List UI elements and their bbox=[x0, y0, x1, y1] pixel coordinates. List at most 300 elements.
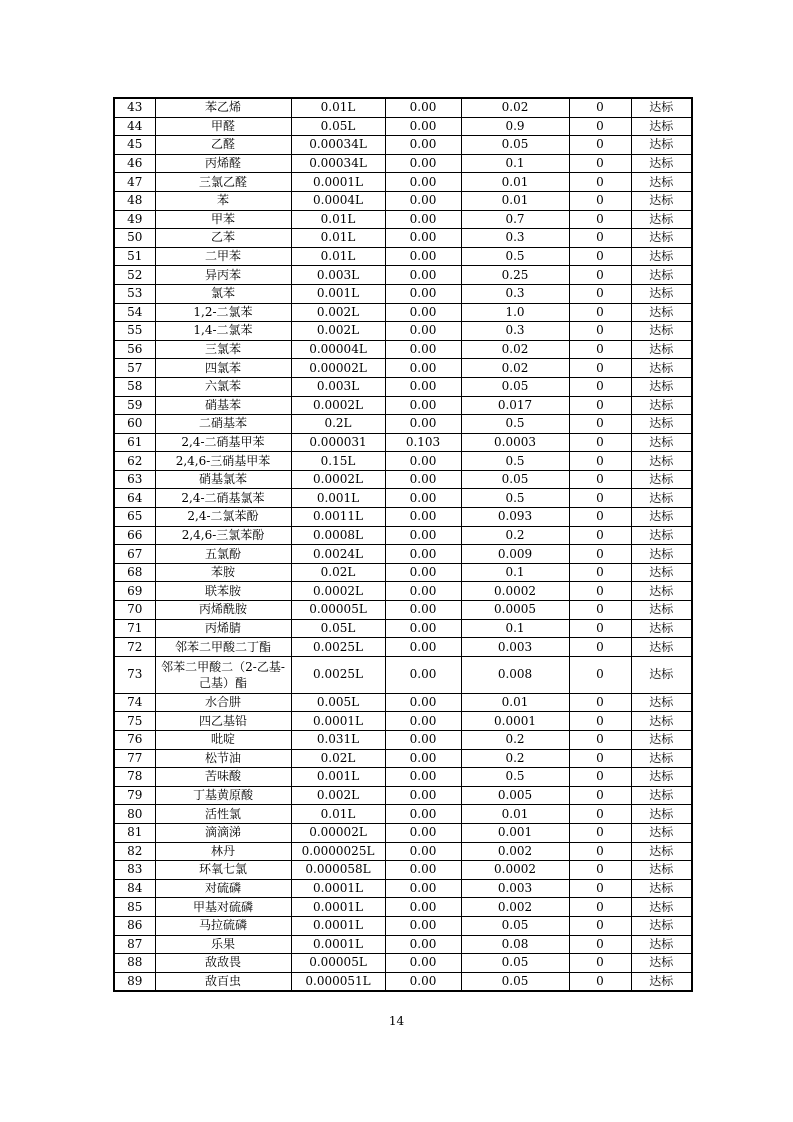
exceedance-count-cell: 0 bbox=[569, 954, 631, 973]
table-row bbox=[114, 786, 692, 805]
table-row bbox=[114, 415, 692, 434]
substance-name-cell: 林丹 bbox=[155, 842, 291, 861]
compliance-result-cell: 达标 bbox=[631, 619, 692, 638]
table-row bbox=[114, 656, 692, 693]
standard-index-cell: 0.00 bbox=[385, 266, 461, 285]
standard-limit-cell: 0.1 bbox=[461, 619, 569, 638]
compliance-result-cell: 达标 bbox=[631, 229, 692, 248]
compliance-result-cell: 达标 bbox=[631, 898, 692, 917]
substance-name-cell: 2,4-二氯苯酚 bbox=[155, 508, 291, 527]
exceedance-count-cell: 0 bbox=[569, 340, 631, 359]
measured-value-cell: 0.0008L bbox=[291, 526, 385, 545]
standard-index-cell: 0.00 bbox=[385, 322, 461, 341]
item-number-cell: 73 bbox=[114, 656, 155, 693]
measured-value-cell: 0.002L bbox=[291, 786, 385, 805]
table-row bbox=[114, 954, 692, 973]
standard-limit-cell: 0.9 bbox=[461, 117, 569, 136]
measured-value-cell: 0.0011L bbox=[291, 508, 385, 527]
measured-value-cell: 0.01L bbox=[291, 247, 385, 266]
standard-limit-cell: 0.2 bbox=[461, 731, 569, 750]
substance-name-cell: 三氯苯 bbox=[155, 340, 291, 359]
exceedance-count-cell: 0 bbox=[569, 359, 631, 378]
standard-index-cell: 0.00 bbox=[385, 805, 461, 824]
standard-index-cell: 0.00 bbox=[385, 768, 461, 787]
item-number-cell: 47 bbox=[114, 173, 155, 192]
standard-index-cell: 0.00 bbox=[385, 117, 461, 136]
exceedance-count-cell: 0 bbox=[569, 582, 631, 601]
standard-limit-cell: 0.01 bbox=[461, 805, 569, 824]
measured-value-cell: 0.01L bbox=[291, 210, 385, 229]
standard-limit-cell: 0.001 bbox=[461, 823, 569, 842]
standard-limit-cell: 0.003 bbox=[461, 638, 569, 657]
item-number-cell: 74 bbox=[114, 693, 155, 712]
compliance-result-cell: 达标 bbox=[631, 377, 692, 396]
standard-index-cell: 0.00 bbox=[385, 545, 461, 564]
standard-limit-cell: 0.0002 bbox=[461, 582, 569, 601]
standard-index-cell: 0.00 bbox=[385, 563, 461, 582]
item-number-cell: 58 bbox=[114, 377, 155, 396]
standard-index-cell: 0.00 bbox=[385, 284, 461, 303]
exceedance-count-cell: 0 bbox=[569, 117, 631, 136]
exceedance-count-cell: 0 bbox=[569, 377, 631, 396]
standard-limit-cell: 0.5 bbox=[461, 489, 569, 508]
table-row bbox=[114, 935, 692, 954]
standard-index-cell: 0.00 bbox=[385, 154, 461, 173]
measured-value-cell: 0.05L bbox=[291, 117, 385, 136]
measured-value-cell: 0.00004L bbox=[291, 340, 385, 359]
table-row bbox=[114, 191, 692, 210]
compliance-result-cell: 达标 bbox=[631, 526, 692, 545]
table-row bbox=[114, 619, 692, 638]
exceedance-count-cell: 0 bbox=[569, 526, 631, 545]
compliance-result-cell: 达标 bbox=[631, 303, 692, 322]
measured-value-cell: 0.002L bbox=[291, 322, 385, 341]
table-row bbox=[114, 433, 692, 452]
measured-value-cell: 0.0001L bbox=[291, 173, 385, 192]
substance-name-cell: 环氧七氯 bbox=[155, 861, 291, 880]
item-number-cell: 87 bbox=[114, 935, 155, 954]
exceedance-count-cell: 0 bbox=[569, 98, 631, 117]
standard-limit-cell: 0.05 bbox=[461, 470, 569, 489]
compliance-result-cell: 达标 bbox=[631, 415, 692, 434]
item-number-cell: 51 bbox=[114, 247, 155, 266]
exceedance-count-cell: 0 bbox=[569, 545, 631, 564]
standard-limit-cell: 0.5 bbox=[461, 247, 569, 266]
substance-name-cell: 2,4,6-三硝基甲苯 bbox=[155, 452, 291, 471]
standard-index-cell: 0.00 bbox=[385, 191, 461, 210]
standard-index-cell: 0.00 bbox=[385, 619, 461, 638]
substance-name-cell: 甲苯 bbox=[155, 210, 291, 229]
measured-value-cell: 0.002L bbox=[291, 303, 385, 322]
table-row bbox=[114, 210, 692, 229]
compliance-result-cell: 达标 bbox=[631, 768, 692, 787]
standard-limit-cell: 0.05 bbox=[461, 377, 569, 396]
compliance-result-cell: 达标 bbox=[631, 879, 692, 898]
standard-index-cell: 0.00 bbox=[385, 136, 461, 155]
item-number-cell: 46 bbox=[114, 154, 155, 173]
substance-name-cell: 四乙基铅 bbox=[155, 712, 291, 731]
measured-value-cell: 0.0002L bbox=[291, 396, 385, 415]
standard-index-cell: 0.00 bbox=[385, 656, 461, 693]
exceedance-count-cell: 0 bbox=[569, 210, 631, 229]
table-row bbox=[114, 693, 692, 712]
item-number-cell: 75 bbox=[114, 712, 155, 731]
substance-name-cell: 氯苯 bbox=[155, 284, 291, 303]
standard-index-cell: 0.00 bbox=[385, 935, 461, 954]
item-number-cell: 84 bbox=[114, 879, 155, 898]
item-number-cell: 83 bbox=[114, 861, 155, 880]
item-number-cell: 60 bbox=[114, 415, 155, 434]
standard-index-cell: 0.00 bbox=[385, 508, 461, 527]
exceedance-count-cell: 0 bbox=[569, 470, 631, 489]
compliance-result-cell: 达标 bbox=[631, 693, 692, 712]
standard-index-cell: 0.00 bbox=[385, 823, 461, 842]
substance-name-cell: 2,4-二硝基氯苯 bbox=[155, 489, 291, 508]
table-row bbox=[114, 749, 692, 768]
standard-limit-cell: 0.3 bbox=[461, 229, 569, 248]
standard-index-cell: 0.00 bbox=[385, 749, 461, 768]
item-number-cell: 68 bbox=[114, 563, 155, 582]
exceedance-count-cell: 0 bbox=[569, 861, 631, 880]
measured-value-cell: 0.02L bbox=[291, 563, 385, 582]
compliance-result-cell: 达标 bbox=[631, 954, 692, 973]
compliance-result-cell: 达标 bbox=[631, 656, 692, 693]
item-number-cell: 80 bbox=[114, 805, 155, 824]
table-row bbox=[114, 768, 692, 787]
item-number-cell: 49 bbox=[114, 210, 155, 229]
compliance-result-cell: 达标 bbox=[631, 601, 692, 620]
table-row bbox=[114, 322, 692, 341]
measured-value-cell: 0.0001L bbox=[291, 879, 385, 898]
item-number-cell: 50 bbox=[114, 229, 155, 248]
compliance-result-cell: 达标 bbox=[631, 972, 692, 991]
item-number-cell: 45 bbox=[114, 136, 155, 155]
standard-index-cell: 0.00 bbox=[385, 173, 461, 192]
measured-value-cell: 0.2L bbox=[291, 415, 385, 434]
standard-index-cell: 0.00 bbox=[385, 861, 461, 880]
compliance-result-cell: 达标 bbox=[631, 266, 692, 285]
standard-index-cell: 0.00 bbox=[385, 601, 461, 620]
standard-index-cell: 0.00 bbox=[385, 916, 461, 935]
measured-value-cell: 0.00034L bbox=[291, 136, 385, 155]
item-number-cell: 77 bbox=[114, 749, 155, 768]
item-number-cell: 56 bbox=[114, 340, 155, 359]
substance-name-cell: 1,4-二氯苯 bbox=[155, 322, 291, 341]
item-number-cell: 71 bbox=[114, 619, 155, 638]
item-number-cell: 61 bbox=[114, 433, 155, 452]
exceedance-count-cell: 0 bbox=[569, 136, 631, 155]
item-number-cell: 79 bbox=[114, 786, 155, 805]
standard-limit-cell: 0.3 bbox=[461, 284, 569, 303]
exceedance-count-cell: 0 bbox=[569, 749, 631, 768]
table-row bbox=[114, 247, 692, 266]
standard-index-cell: 0.00 bbox=[385, 415, 461, 434]
table-row bbox=[114, 396, 692, 415]
standard-limit-cell: 0.3 bbox=[461, 322, 569, 341]
measured-value-cell: 0.0001L bbox=[291, 935, 385, 954]
table-row bbox=[114, 972, 692, 991]
table-row bbox=[114, 712, 692, 731]
exceedance-count-cell: 0 bbox=[569, 247, 631, 266]
measured-value-cell: 0.000031 bbox=[291, 433, 385, 452]
measured-value-cell: 0.00005L bbox=[291, 954, 385, 973]
table-row bbox=[114, 861, 692, 880]
standard-limit-cell: 1.0 bbox=[461, 303, 569, 322]
standard-index-cell: 0.00 bbox=[385, 210, 461, 229]
measured-value-cell: 0.001L bbox=[291, 768, 385, 787]
compliance-result-cell: 达标 bbox=[631, 322, 692, 341]
item-number-cell: 53 bbox=[114, 284, 155, 303]
exceedance-count-cell: 0 bbox=[569, 693, 631, 712]
table-row bbox=[114, 508, 692, 527]
page-number: 14 bbox=[388, 1014, 405, 1028]
standard-limit-cell: 0.02 bbox=[461, 340, 569, 359]
standard-limit-cell: 0.5 bbox=[461, 415, 569, 434]
measured-value-cell: 0.15L bbox=[291, 452, 385, 471]
substance-name-cell: 滴滴涕 bbox=[155, 823, 291, 842]
standard-limit-cell: 0.008 bbox=[461, 656, 569, 693]
compliance-result-cell: 达标 bbox=[631, 842, 692, 861]
standard-limit-cell: 0.5 bbox=[461, 452, 569, 471]
exceedance-count-cell: 0 bbox=[569, 601, 631, 620]
table-row bbox=[114, 563, 692, 582]
table-row bbox=[114, 470, 692, 489]
item-number-cell: 55 bbox=[114, 322, 155, 341]
exceedance-count-cell: 0 bbox=[569, 508, 631, 527]
standard-limit-cell: 0.2 bbox=[461, 749, 569, 768]
measured-value-cell: 0.01L bbox=[291, 805, 385, 824]
exceedance-count-cell: 0 bbox=[569, 563, 631, 582]
substance-name-cell: 硝基氯苯 bbox=[155, 470, 291, 489]
standard-index-cell: 0.00 bbox=[385, 340, 461, 359]
table-row bbox=[114, 898, 692, 917]
standard-limit-cell: 0.0002 bbox=[461, 861, 569, 880]
measured-value-cell: 0.0025L bbox=[291, 656, 385, 693]
substance-name-cell: 苯乙烯 bbox=[155, 98, 291, 117]
compliance-result-cell: 达标 bbox=[631, 117, 692, 136]
exceedance-count-cell: 0 bbox=[569, 879, 631, 898]
compliance-result-cell: 达标 bbox=[631, 452, 692, 471]
item-number-cell: 44 bbox=[114, 117, 155, 136]
table-row bbox=[114, 229, 692, 248]
standard-index-cell: 0.00 bbox=[385, 229, 461, 248]
compliance-result-cell: 达标 bbox=[631, 805, 692, 824]
measured-value-cell: 0.0001L bbox=[291, 712, 385, 731]
standard-index-cell: 0.00 bbox=[385, 396, 461, 415]
standard-index-cell: 0.00 bbox=[385, 638, 461, 657]
table-row bbox=[114, 805, 692, 824]
table-row bbox=[114, 638, 692, 657]
exceedance-count-cell: 0 bbox=[569, 322, 631, 341]
exceedance-count-cell: 0 bbox=[569, 898, 631, 917]
exceedance-count-cell: 0 bbox=[569, 266, 631, 285]
standard-limit-cell: 0.0001 bbox=[461, 712, 569, 731]
measured-value-cell: 0.000058L bbox=[291, 861, 385, 880]
measured-value-cell: 0.00002L bbox=[291, 359, 385, 378]
standard-limit-cell: 0.1 bbox=[461, 154, 569, 173]
substance-name-cell: 水合肼 bbox=[155, 693, 291, 712]
table-row bbox=[114, 340, 692, 359]
substance-name-cell: 敌百虫 bbox=[155, 972, 291, 991]
substance-name-cell: 二甲苯 bbox=[155, 247, 291, 266]
standard-limit-cell: 0.2 bbox=[461, 526, 569, 545]
standard-index-cell: 0.00 bbox=[385, 972, 461, 991]
standard-index-cell: 0.00 bbox=[385, 898, 461, 917]
standard-limit-cell: 0.05 bbox=[461, 136, 569, 155]
standard-limit-cell: 0.0005 bbox=[461, 601, 569, 620]
exceedance-count-cell: 0 bbox=[569, 452, 631, 471]
standard-index-cell: 0.00 bbox=[385, 954, 461, 973]
substance-name-cell: 邻苯二甲酸二（2-乙基-己基）酯 bbox=[155, 656, 291, 693]
compliance-result-cell: 达标 bbox=[631, 284, 692, 303]
substance-name-cell: 乐果 bbox=[155, 935, 291, 954]
compliance-result-cell: 达标 bbox=[631, 916, 692, 935]
item-number-cell: 78 bbox=[114, 768, 155, 787]
exceedance-count-cell: 0 bbox=[569, 415, 631, 434]
compliance-result-cell: 达标 bbox=[631, 582, 692, 601]
table-row bbox=[114, 545, 692, 564]
compliance-result-cell: 达标 bbox=[631, 489, 692, 508]
standard-limit-cell: 0.01 bbox=[461, 173, 569, 192]
measured-value-cell: 0.01L bbox=[291, 98, 385, 117]
standard-limit-cell: 0.093 bbox=[461, 508, 569, 527]
exceedance-count-cell: 0 bbox=[569, 619, 631, 638]
item-number-cell: 43 bbox=[114, 98, 155, 117]
standard-limit-cell: 0.017 bbox=[461, 396, 569, 415]
standard-index-cell: 0.00 bbox=[385, 712, 461, 731]
exceedance-count-cell: 0 bbox=[569, 823, 631, 842]
exceedance-count-cell: 0 bbox=[569, 786, 631, 805]
compliance-result-cell: 达标 bbox=[631, 563, 692, 582]
item-number-cell: 59 bbox=[114, 396, 155, 415]
substance-name-cell: 乙醛 bbox=[155, 136, 291, 155]
substance-name-cell: 2,4-二硝基甲苯 bbox=[155, 433, 291, 452]
standard-index-cell: 0.00 bbox=[385, 842, 461, 861]
exceedance-count-cell: 0 bbox=[569, 229, 631, 248]
item-number-cell: 48 bbox=[114, 191, 155, 210]
substance-name-cell: 对硫磷 bbox=[155, 879, 291, 898]
standard-limit-cell: 0.05 bbox=[461, 972, 569, 991]
standard-index-cell: 0.00 bbox=[385, 452, 461, 471]
standard-limit-cell: 0.7 bbox=[461, 210, 569, 229]
table-row bbox=[114, 117, 692, 136]
standard-index-cell: 0.00 bbox=[385, 786, 461, 805]
substance-name-cell: 异丙苯 bbox=[155, 266, 291, 285]
substance-name-cell: 松节油 bbox=[155, 749, 291, 768]
standard-index-cell: 0.00 bbox=[385, 693, 461, 712]
standard-index-cell: 0.00 bbox=[385, 303, 461, 322]
item-number-cell: 76 bbox=[114, 731, 155, 750]
measured-value-cell: 0.001L bbox=[291, 489, 385, 508]
item-number-cell: 67 bbox=[114, 545, 155, 564]
exceedance-count-cell: 0 bbox=[569, 805, 631, 824]
item-number-cell: 65 bbox=[114, 508, 155, 527]
table-body bbox=[114, 98, 692, 991]
measured-value-cell: 0.00034L bbox=[291, 154, 385, 173]
standard-limit-cell: 0.02 bbox=[461, 98, 569, 117]
measured-value-cell: 0.003L bbox=[291, 266, 385, 285]
measured-value-cell: 0.0001L bbox=[291, 916, 385, 935]
table-row bbox=[114, 303, 692, 322]
exceedance-count-cell: 0 bbox=[569, 396, 631, 415]
standard-index-cell: 0.103 bbox=[385, 433, 461, 452]
table-row bbox=[114, 154, 692, 173]
compliance-result-cell: 达标 bbox=[631, 173, 692, 192]
table-row bbox=[114, 98, 692, 117]
table-row bbox=[114, 377, 692, 396]
compliance-result-cell: 达标 bbox=[631, 191, 692, 210]
compliance-result-cell: 达标 bbox=[631, 731, 692, 750]
substance-name-cell: 苦味酸 bbox=[155, 768, 291, 787]
substance-name-cell: 甲醛 bbox=[155, 117, 291, 136]
measured-value-cell: 0.0002L bbox=[291, 470, 385, 489]
substance-name-cell: 甲基对硫磷 bbox=[155, 898, 291, 917]
compliance-result-cell: 达标 bbox=[631, 154, 692, 173]
table-row bbox=[114, 284, 692, 303]
substance-name-cell: 丙烯醛 bbox=[155, 154, 291, 173]
exceedance-count-cell: 0 bbox=[569, 972, 631, 991]
standard-index-cell: 0.00 bbox=[385, 247, 461, 266]
standard-limit-cell: 0.01 bbox=[461, 693, 569, 712]
standard-index-cell: 0.00 bbox=[385, 470, 461, 489]
compliance-result-cell: 达标 bbox=[631, 210, 692, 229]
standard-limit-cell: 0.1 bbox=[461, 563, 569, 582]
exceedance-count-cell: 0 bbox=[569, 433, 631, 452]
exceedance-count-cell: 0 bbox=[569, 303, 631, 322]
table-row bbox=[114, 731, 692, 750]
measured-value-cell: 0.0001L bbox=[291, 898, 385, 917]
compliance-result-cell: 达标 bbox=[631, 247, 692, 266]
measured-value-cell: 0.001L bbox=[291, 284, 385, 303]
table-row bbox=[114, 359, 692, 378]
substance-name-cell: 硝基苯 bbox=[155, 396, 291, 415]
item-number-cell: 63 bbox=[114, 470, 155, 489]
substance-name-cell: 丁基黄原酸 bbox=[155, 786, 291, 805]
compliance-result-cell: 达标 bbox=[631, 136, 692, 155]
standard-limit-cell: 0.02 bbox=[461, 359, 569, 378]
substance-name-cell: 1,2-二氯苯 bbox=[155, 303, 291, 322]
measured-value-cell: 0.003L bbox=[291, 377, 385, 396]
exceedance-count-cell: 0 bbox=[569, 768, 631, 787]
standard-index-cell: 0.00 bbox=[385, 489, 461, 508]
measured-value-cell: 0.01L bbox=[291, 229, 385, 248]
substance-name-cell: 六氯苯 bbox=[155, 377, 291, 396]
standard-limit-cell: 0.005 bbox=[461, 786, 569, 805]
standard-index-cell: 0.00 bbox=[385, 526, 461, 545]
measured-value-cell: 0.0024L bbox=[291, 545, 385, 564]
item-number-cell: 57 bbox=[114, 359, 155, 378]
item-number-cell: 86 bbox=[114, 916, 155, 935]
item-number-cell: 52 bbox=[114, 266, 155, 285]
measured-value-cell: 0.000051L bbox=[291, 972, 385, 991]
standard-limit-cell: 0.0003 bbox=[461, 433, 569, 452]
substance-name-cell: 联苯胺 bbox=[155, 582, 291, 601]
compliance-result-cell: 达标 bbox=[631, 98, 692, 117]
exceedance-count-cell: 0 bbox=[569, 191, 631, 210]
measured-value-cell: 0.00002L bbox=[291, 823, 385, 842]
compliance-result-cell: 达标 bbox=[631, 638, 692, 657]
compliance-result-cell: 达标 bbox=[631, 433, 692, 452]
exceedance-count-cell: 0 bbox=[569, 656, 631, 693]
measured-value-cell: 0.005L bbox=[291, 693, 385, 712]
table-row bbox=[114, 136, 692, 155]
substance-name-cell: 吡啶 bbox=[155, 731, 291, 750]
compliance-result-cell: 达标 bbox=[631, 861, 692, 880]
standard-limit-cell: 0.5 bbox=[461, 768, 569, 787]
table-row bbox=[114, 489, 692, 508]
item-number-cell: 81 bbox=[114, 823, 155, 842]
substance-name-cell: 苯胺 bbox=[155, 563, 291, 582]
